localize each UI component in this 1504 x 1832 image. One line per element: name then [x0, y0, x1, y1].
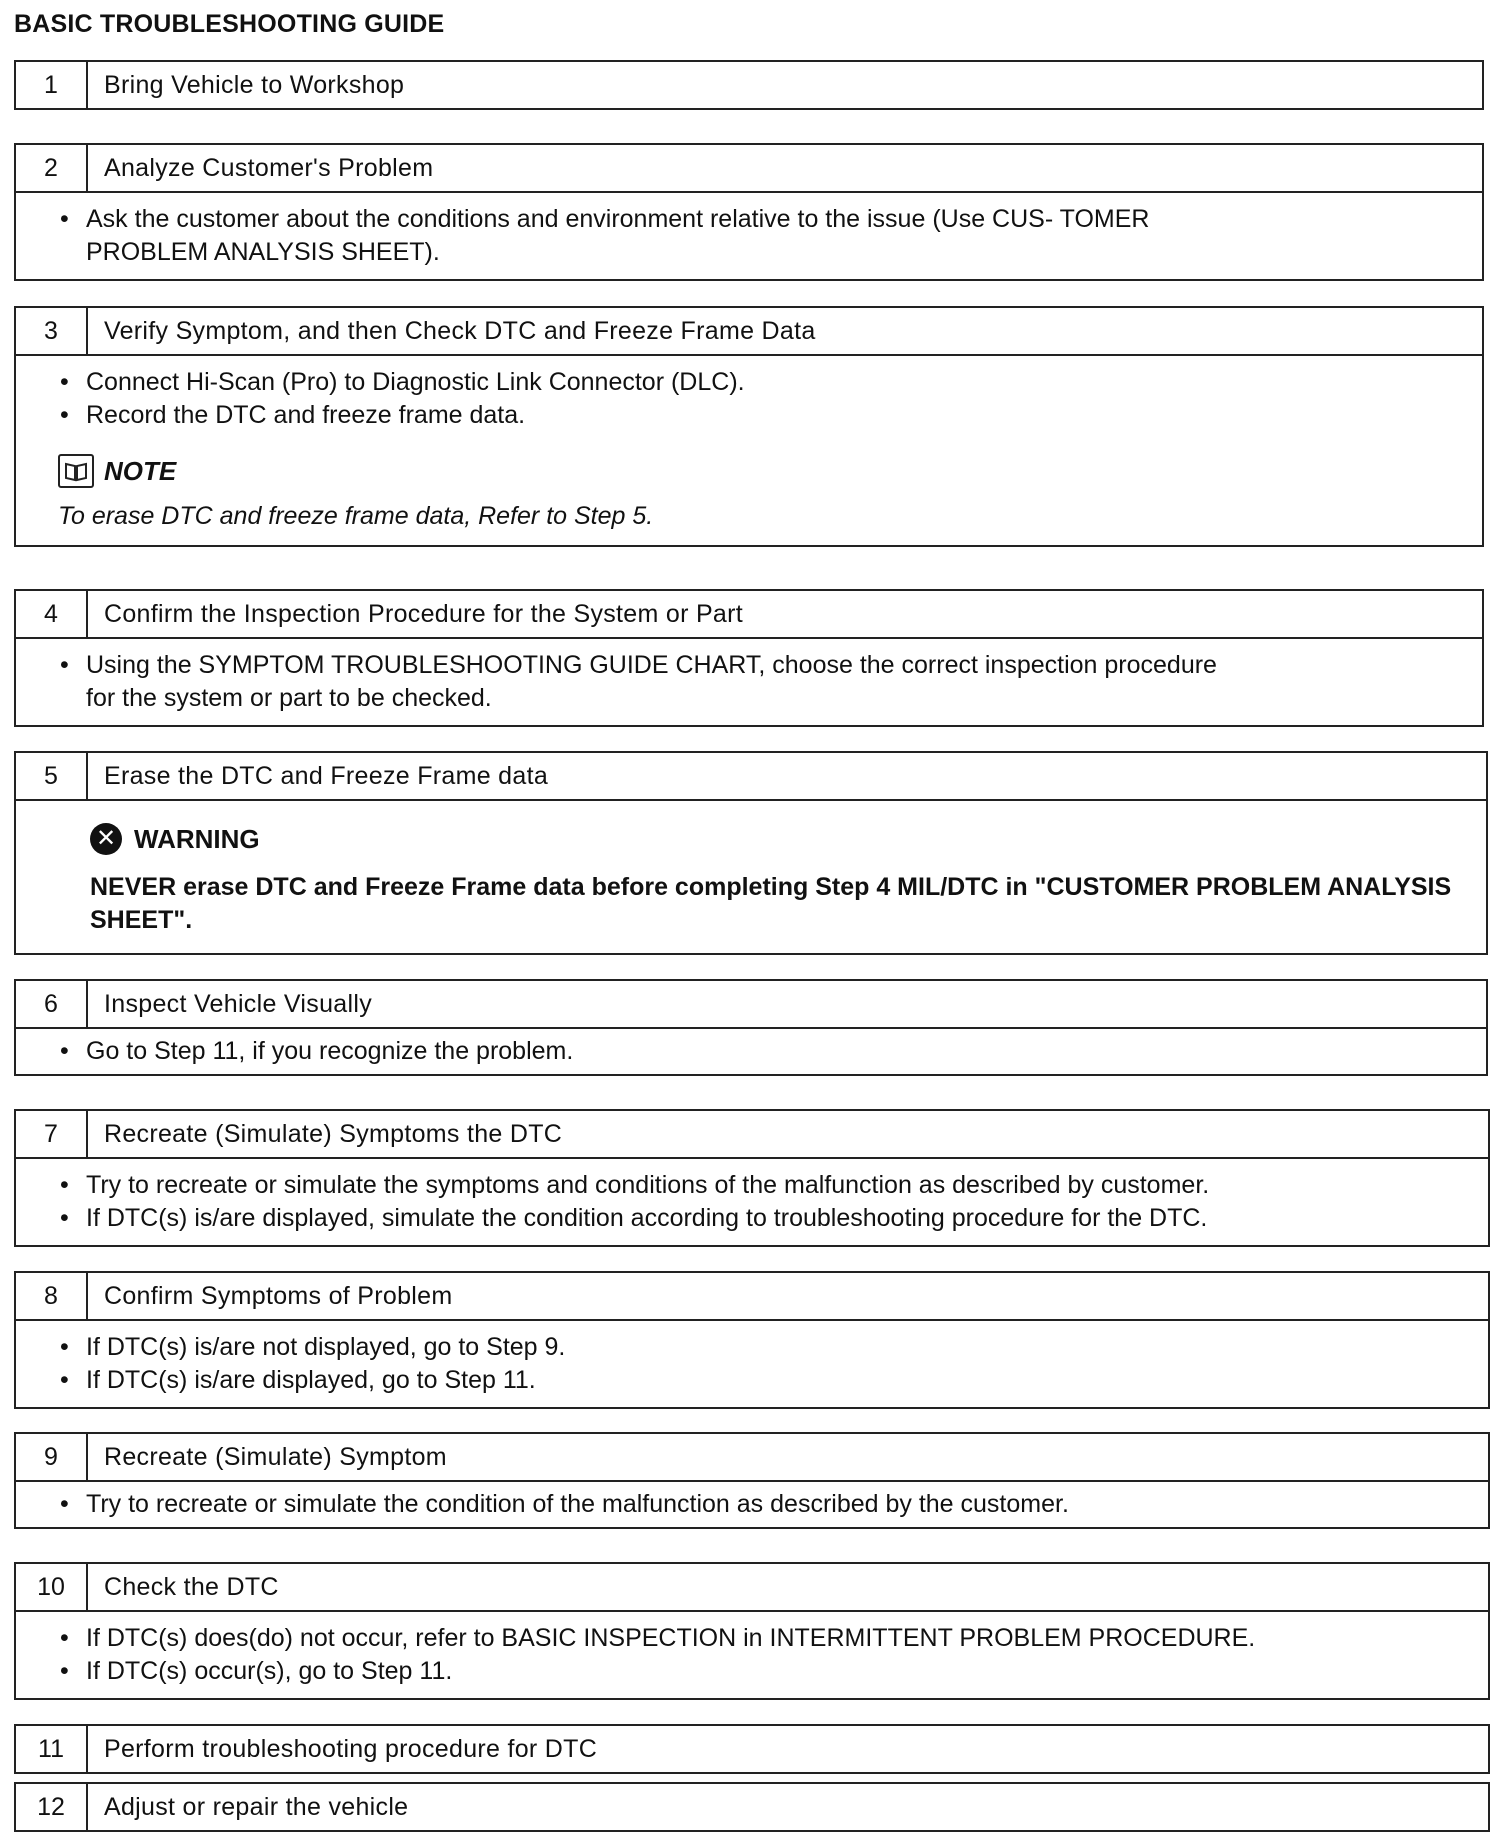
warning-icon: ✕: [90, 823, 122, 855]
bullet-item: • If DTC(s) is/are displayed, simulate the condition according to troubleshooting procedure for the DTC.: [56, 1202, 1474, 1235]
step-6: [14, 979, 1488, 1076]
step-body: [16, 799, 1486, 953]
step-body: [16, 1610, 1488, 1698]
step-title: Verify Symptom, and then Check DTC and Freeze Frame Data: [104, 316, 816, 345]
step-number: 2: [16, 145, 88, 191]
step-1: [14, 60, 1484, 110]
step-number: 7: [16, 1111, 88, 1157]
step-7: [14, 1109, 1490, 1247]
step-title: Erase the DTC and Freeze Frame data: [104, 761, 549, 790]
step-8: [14, 1271, 1490, 1409]
step-header: [16, 753, 1486, 799]
step-title: Inspect Vehicle Visually: [104, 989, 373, 1018]
step-title: Confirm Symptoms of Problem: [104, 1281, 453, 1310]
step-body: [16, 637, 1482, 725]
bullet-item: • Go to Step 11, if you recognize the problem.: [56, 1035, 1472, 1068]
step-body: [16, 1480, 1488, 1527]
step-body: [16, 354, 1482, 545]
warning-text: NEVER erase DTC and Freeze Frame data before completing Step 4 MIL/DTC in "CUSTOMER PROBLEM ANALYSIS SHEET".: [90, 873, 1452, 934]
bullet-item: • Ask the customer about the conditions and environment relative to the issue (Use CUS- TOMER PROBLEM ANALYSIS SHEET).: [56, 203, 1468, 269]
bullet-item: • Connect Hi-Scan (Pro) to Diagnostic Link Connector (DLC).: [56, 366, 1468, 399]
step-title: Check the DTC: [104, 1572, 279, 1601]
step-title: Confirm the Inspection Procedure for the System or Part: [104, 599, 743, 628]
step-title: Recreate (Simulate) Symptoms the DTC: [104, 1119, 563, 1148]
step-number: 8: [16, 1273, 88, 1319]
step-header: [16, 145, 1482, 191]
bullet-item: • If DTC(s) is/are not displayed, go to Step 9.: [56, 1331, 1474, 1364]
step-title: Analyze Customer's Problem: [104, 153, 434, 182]
bullet-item: • Try to recreate or simulate the condition of the malfunction as described by the customer.: [56, 1488, 1474, 1521]
step-title: Adjust or repair the vehicle: [104, 1792, 409, 1821]
note-label: NOTE: [104, 455, 177, 486]
step-5: [14, 751, 1488, 955]
step-number: 11: [16, 1726, 88, 1772]
step-body: [16, 1027, 1486, 1074]
step-header: [16, 1784, 1488, 1830]
step-number: 4: [16, 591, 88, 637]
step-11: [14, 1724, 1490, 1774]
step-header: [16, 981, 1486, 1027]
step-number: 10: [16, 1564, 88, 1610]
warning-label: WARNING: [134, 823, 260, 854]
step-9: [14, 1432, 1490, 1529]
step-number: 12: [16, 1784, 88, 1830]
step-header: [16, 1434, 1488, 1480]
step-3: [14, 306, 1484, 547]
step-number: 6: [16, 981, 88, 1027]
bullet-item: • Try to recreate or simulate the symptoms and conditions of the malfunction as described by customer.: [56, 1169, 1474, 1202]
bullet-item: • Record the DTC and freeze frame data.: [56, 399, 1468, 432]
step-body: [16, 1319, 1488, 1407]
bullet-item: • If DTC(s) is/are displayed, go to Step 11.: [56, 1364, 1474, 1397]
page-title: BASIC TROUBLESHOOTING GUIDE: [14, 10, 445, 38]
step-header: [16, 308, 1482, 354]
step-header: [16, 1564, 1488, 1610]
step-title: Recreate (Simulate) Symptom: [104, 1442, 447, 1471]
step-number: 5: [16, 753, 88, 799]
note-header: [58, 454, 1468, 488]
step-header: [16, 1273, 1488, 1319]
step-10: [14, 1562, 1490, 1700]
warning-header: [90, 823, 1474, 855]
bullet-item: • If DTC(s) occur(s), go to Step 11.: [56, 1655, 1474, 1688]
step-4: [14, 589, 1484, 727]
step-header: [16, 1111, 1488, 1157]
step-number: 1: [16, 62, 88, 108]
step-title: Bring Vehicle to Workshop: [104, 70, 405, 99]
book-icon: [58, 454, 94, 488]
step-body: [16, 1157, 1488, 1245]
bullet-item: • Using the SYMPTOM TROUBLESHOOTING GUIDE CHART, choose the correct inspection procedure for the system or part to be checked.: [56, 649, 1468, 715]
step-number: 9: [16, 1434, 88, 1480]
step-2: [14, 143, 1484, 281]
step-header: [16, 1726, 1488, 1772]
bullet-item: • If DTC(s) does(do) not occur, refer to BASIC INSPECTION in INTERMITTENT PROBLEM PROCEDURE.: [56, 1622, 1474, 1655]
step-body: [16, 191, 1482, 279]
step-number: 3: [16, 308, 88, 354]
step-header: [16, 62, 1482, 108]
note-text: To erase DTC and freeze frame data, Refer to Step 5.: [58, 502, 654, 530]
step-header: [16, 591, 1482, 637]
step-12: [14, 1782, 1490, 1832]
step-title: Perform troubleshooting procedure for DTC: [104, 1734, 598, 1763]
